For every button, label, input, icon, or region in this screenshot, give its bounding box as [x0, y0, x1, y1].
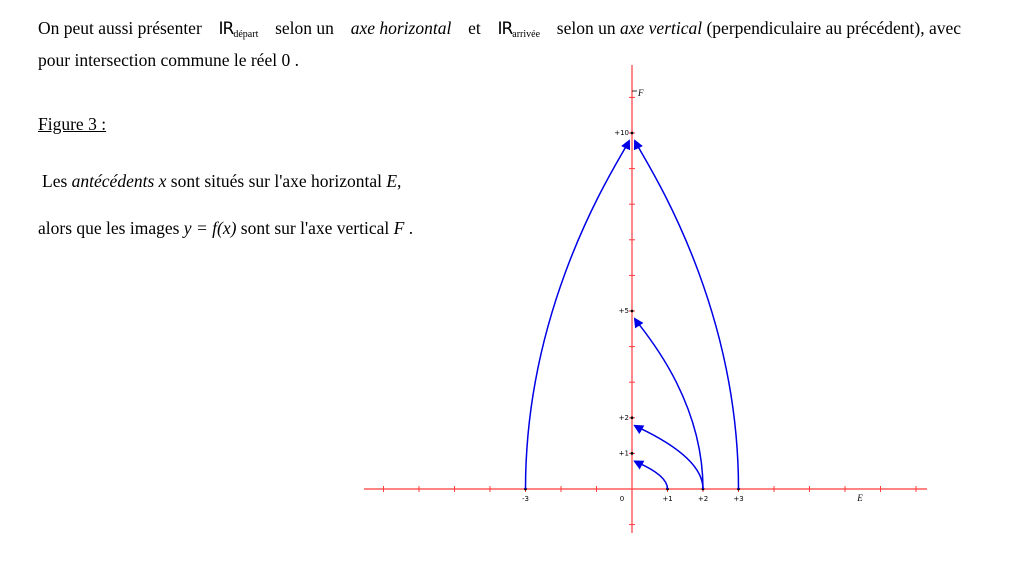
y-tick-label: +1 — [618, 449, 629, 458]
subscript-arrivee: arrivée — [512, 29, 541, 40]
y-tick-dot — [631, 416, 634, 419]
mapping-arrow — [635, 461, 668, 489]
origin-label: 0 — [619, 495, 625, 503]
intro-text-e: (perpendiculaire au précédent), avec — [706, 18, 962, 38]
p1-antecedents: antécédents x — [71, 171, 167, 191]
p2-period: . — [408, 218, 414, 238]
x-tick-label: +2 — [697, 495, 709, 503]
axe-vertical-text: axe vertical — [620, 18, 703, 38]
y-tick-dot — [631, 310, 634, 313]
intro-text-d: selon un — [556, 18, 616, 38]
p2-axis-f: F — [393, 218, 405, 238]
p1-text-c: sont situés sur l'axe horizontal — [170, 171, 382, 191]
x-tick-label: +1 — [662, 495, 673, 503]
axes — [364, 65, 927, 533]
mapping-arrow — [635, 141, 739, 489]
p1-text-a: Les — [42, 171, 68, 191]
y-tick-label: +10 — [614, 129, 629, 137]
real-set-symbol: IR — [497, 19, 513, 39]
intro-text-b: selon un — [275, 18, 334, 38]
figure-title: Figure 3 : — [38, 114, 107, 134]
intro-text-a: On peut aussi présenter — [38, 18, 202, 38]
intro-line-2: pour intersection commune le réel 0 . — [38, 50, 299, 70]
x-axis-name: E — [857, 493, 863, 503]
mapping-arrow — [635, 426, 703, 489]
p1-comma: , — [397, 171, 402, 191]
axe-horizontal-text: axe horizontal — [350, 18, 452, 38]
intro-text-c: et — [468, 18, 481, 38]
y-tick-dot — [631, 132, 634, 135]
p2-formula: y = f(x) — [183, 218, 237, 238]
real-set-symbol: IR — [218, 19, 234, 39]
y-tick-label: +2 — [618, 413, 629, 422]
y-tick-label: +5 — [618, 307, 629, 315]
x-tick-label: -3 — [522, 495, 529, 503]
y-tick-dot — [631, 452, 634, 455]
p1-axis-e: E — [386, 171, 398, 191]
x-tick-label: +3 — [733, 495, 744, 503]
p2-text-a: alors que les images — [38, 218, 180, 238]
p2-text-c: sont sur l'axe vertical — [240, 218, 390, 238]
axis-labels — [522, 88, 863, 503]
y-axis-name: F — [638, 88, 644, 98]
mapping-arrow — [526, 141, 630, 489]
subscript-depart: départ — [233, 29, 259, 40]
